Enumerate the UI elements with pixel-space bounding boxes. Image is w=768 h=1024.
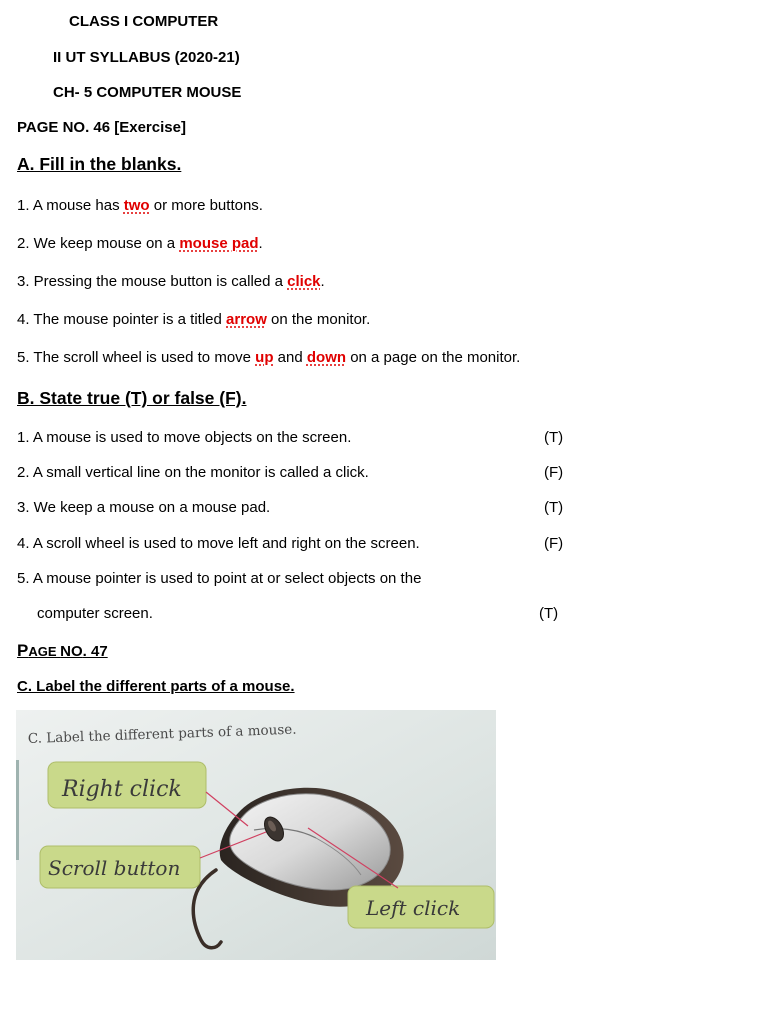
blank-text: or more buttons. [149, 197, 263, 214]
right-click-label: Right click [62, 777, 182, 802]
blank-answer: mouse pad [179, 235, 259, 252]
mouse-diagram-photo [16, 710, 496, 960]
page47-text: NO [60, 643, 83, 660]
section-b-title: B. State true (T) or false (F). [17, 388, 247, 408]
page-number-46: PAGE NO. 46 [Exercise] [17, 119, 186, 136]
blank-text: . [258, 235, 263, 252]
fill-blank-4 [17, 311, 370, 328]
page-number-47 [17, 641, 108, 661]
blank-text: . [320, 273, 325, 290]
blank-text: on a page on the monitor. [346, 349, 521, 366]
left-click-label: Left click [366, 896, 461, 920]
scroll-button-label: Scroll button [48, 856, 181, 880]
blank-text: 3. Pressing the mouse button is called a [17, 273, 288, 290]
mouse-diagram [16, 710, 496, 960]
blank-answer: arrow [226, 311, 267, 328]
page47-initial: P [17, 641, 29, 660]
true-false-mark-3: (T) [544, 499, 564, 516]
blank-answer: down [306, 349, 347, 366]
section-a-title: A. Fill in the blanks. [17, 154, 182, 174]
blank-text: 1. A mouse has [17, 197, 124, 214]
photo-caption: C. Label the different parts of a mouse. [27, 721, 297, 747]
fill-blank-2 [17, 235, 263, 252]
fill-blank-1 [17, 197, 263, 214]
blank-text: 4. The mouse pointer is a titled [17, 311, 227, 328]
page47-number: . 47 [82, 643, 108, 660]
true-false-2: 2. A small vertical line on the monitor is called a click. [17, 464, 369, 481]
class-title: CLASS I COMPUTER [69, 13, 219, 30]
true-false-5-continued: computer screen. [37, 605, 153, 622]
true-false-mark-2: (F) [544, 464, 564, 481]
syllabus-title: II UT SYLLABUS (2020-21) [53, 49, 240, 66]
blank-text: and [273, 349, 307, 366]
true-false-4: 4. A scroll wheel is used to move left and right on the screen. [17, 535, 420, 552]
fill-blank-3 [17, 273, 325, 290]
true-false-5: 5. A mouse pointer is used to point at or select objects on the [17, 570, 422, 587]
true-false-1: 1. A mouse is used to move objects on the screen. [17, 429, 352, 446]
true-false-3: 3. We keep a mouse on a mouse pad. [17, 499, 271, 516]
blank-text: 2. We keep mouse on a [17, 235, 180, 252]
blank-answer: two [123, 197, 150, 214]
blank-answer: click [287, 273, 321, 290]
blank-text: on the monitor. [266, 311, 371, 328]
section-c-title: C. Label the different parts of a mouse. [17, 678, 295, 695]
fill-blank-5 [17, 349, 520, 366]
blank-answer: up [255, 349, 274, 366]
page-edge [16, 760, 19, 860]
chapter-title: CH- 5 COMPUTER MOUSE [53, 84, 242, 101]
true-false-mark-1: (T) [544, 429, 564, 446]
true-false-mark-4: (F) [544, 535, 564, 552]
page47-text: AGE [28, 644, 61, 659]
true-false-mark-5: (T) [539, 605, 559, 622]
blank-text: 5. The scroll wheel is used to move [17, 349, 256, 366]
